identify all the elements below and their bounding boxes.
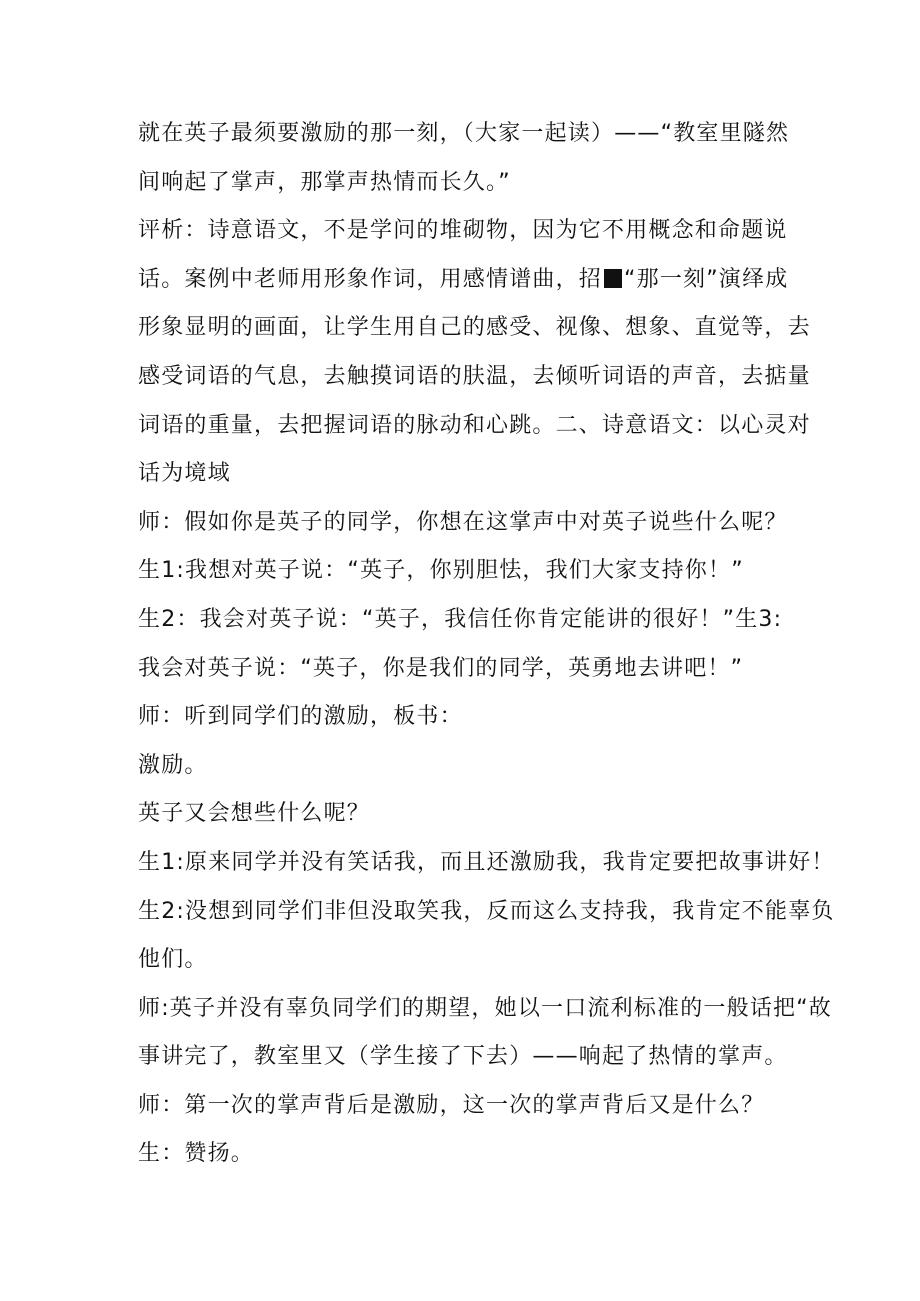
text-line: 激励。 — [138, 752, 208, 778]
dialogue-line: 我会对英子说：“英子，你是我们的同学，英勇地去讲吧！” — [138, 655, 744, 681]
text-segment: “那一刻”演绎成 — [624, 266, 789, 292]
text-line: 英子又会想些什么呢？ — [138, 801, 371, 827]
dialogue-line: 生2：我会对英子说：“英子，我信任你肯定能讲的很好！”生3: — [138, 606, 783, 632]
text-line: 形象显明的画面，让学生用自己的感受、视像、想象、直觉等，去 — [138, 315, 811, 341]
dialogue-line: 师:英子并没有辜负同学们的期望，她以一口流利标准的一般话把“故 — [138, 995, 833, 1021]
text-segment: 话。案例中老师用形象作词，用感情谱曲，招 — [138, 266, 603, 292]
document-body — [138, 110, 835, 1179]
text-line: 事讲完了，教室里又（学生接了下去）——响起了热情的掌声。 — [138, 1044, 788, 1070]
text-line: 词语的重量，去把握词语的脉动和心跳。二、诗意语文：以心灵对 — [138, 412, 811, 438]
dialogue-line: 师：听到同学们的激励，板书： — [138, 704, 463, 730]
text-line: 话为境域 — [138, 461, 231, 487]
text-line: 就在英子最须要激励的那一刻，（大家一起读）——“教室里隧然 — [138, 121, 790, 146]
text-line: 评析：诗意语文，不是学问的堆砌物，因为它不用概念和命题说 — [138, 218, 788, 244]
text-line-with-redaction — [138, 256, 798, 305]
dialogue-line: 生1:原来同学并没有笑话我，而且还激励我，我肯定要把故事讲好！ — [138, 849, 835, 875]
dialogue-line: 生：赞扬。 — [138, 1141, 255, 1167]
dialogue-line: 生1:我想对英子说：“英子，你别胆怯，我们大家支持你！” — [138, 558, 744, 584]
text-line: 间响起了掌声，那掌声热情而长久。” — [138, 169, 511, 195]
dialogue-line: 师：假如你是英子的同学，你想在这掌声中对英子说些什么呢？ — [138, 509, 788, 535]
text-line: 他们。 — [138, 947, 208, 973]
dialogue-line: 师：第一次的掌声背后是激励，这一次的掌声背后又是什么？ — [138, 1092, 765, 1118]
text-line: 感受词语的气息，去触摸词语的肤温，去倾听词语的声音，去掂量 — [138, 363, 811, 389]
redaction-block — [604, 269, 622, 288]
dialogue-line: 生2:没想到同学们非但没取笑我，反而这么支持我，我肯定不能辜负 — [138, 898, 835, 924]
